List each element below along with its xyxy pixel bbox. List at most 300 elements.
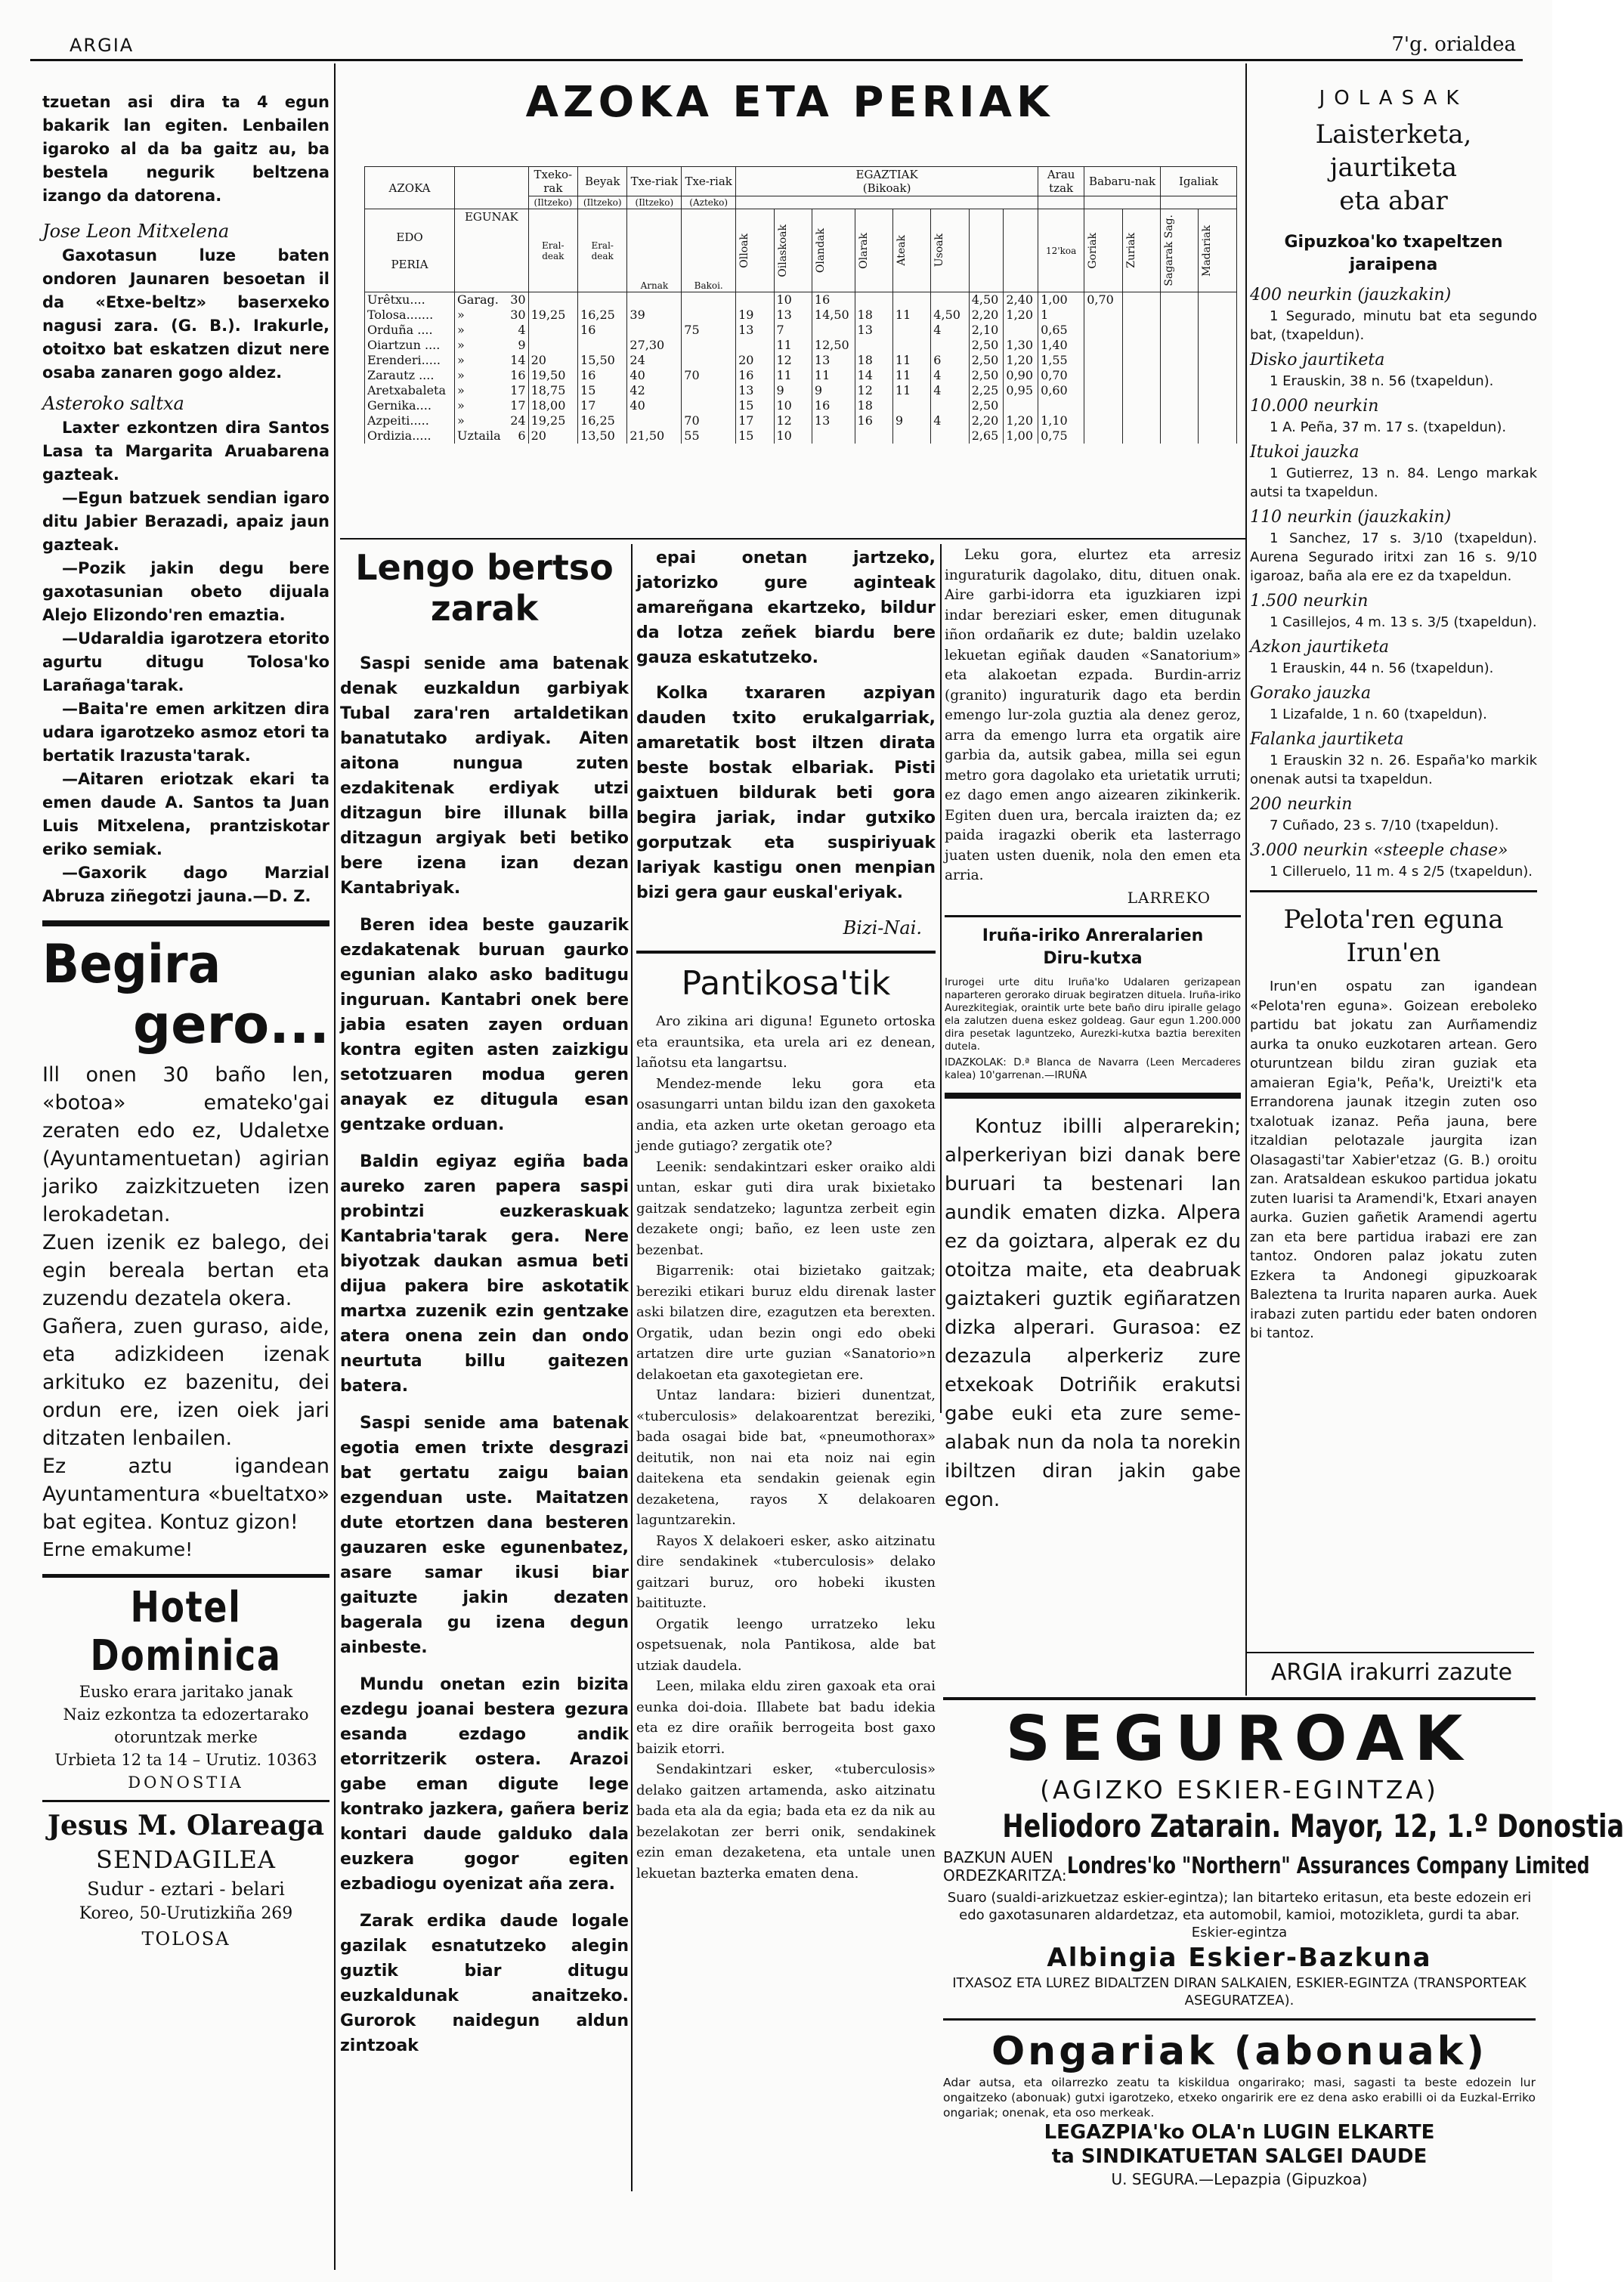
- divider: [943, 2018, 1536, 2021]
- table-cell: [578, 338, 627, 353]
- divider: [945, 1093, 1241, 1099]
- column-rule: [631, 544, 633, 2191]
- table-row: [365, 368, 1237, 383]
- table-cell: [892, 398, 930, 413]
- event-heading: Azkon jaurtiketa: [1250, 638, 1390, 657]
- table-cell: [578, 292, 627, 308]
- table-cell: [682, 308, 736, 323]
- table-cell: [1161, 292, 1199, 308]
- event-heading: 3.000 neurkin «steeple chase»: [1250, 841, 1508, 860]
- table-cell: 24: [627, 353, 682, 368]
- news-item: —Udaraldia igarotzera etorito agurtu ditugu Tolosa'ko Larañaga'tarak.: [42, 629, 329, 694]
- table-cell: 70: [682, 368, 736, 383]
- legazpia-line: LEGAZPIA'ko OLA'n LUGIN ELKARTE: [1044, 2121, 1435, 2144]
- market-place: Orduña ....: [365, 323, 455, 338]
- table-cell: 10: [774, 428, 812, 444]
- table-cell: [682, 353, 736, 368]
- table-cell: [682, 383, 736, 398]
- gip-heading: Gipuzkoa'ko txapeltzen jaraipena: [1284, 233, 1503, 274]
- table-cell: 17: [578, 398, 627, 413]
- column-5: [1250, 85, 1537, 1702]
- table-cell: 2,50: [969, 353, 1004, 368]
- begira-body: Zuen izenik ez balego, dei egin bereala bertan eta zuzendu dezatela okera.: [42, 1231, 329, 1310]
- table-cell: 0,95: [1004, 383, 1038, 398]
- table-cell: [812, 323, 855, 338]
- table-cell: 4: [931, 413, 969, 428]
- table-cell: [1161, 338, 1199, 353]
- table-cell: 55: [682, 428, 736, 444]
- pantikosa-paragraph: Bigarrenik: otai bizietako gaitzak; bereziki etikari buruz eldu direnak laster aski bilatzen dire, ezagutzen eta berexten. Orgatik, udan bezin ongi edo obeki artatzen dire urte guzian «Sanatorio»n delakoetan eta gaxotegietan ere.: [636, 1263, 936, 1383]
- table-cell: 13: [736, 323, 774, 338]
- table-cell: [627, 292, 682, 308]
- company-name: Londres'ko "Northern" Assurances Company Limited: [1066, 1853, 1590, 1879]
- market-day: » 17: [455, 398, 529, 413]
- col-header: Txe-riak: [682, 167, 736, 196]
- ongariak-title: Ongariak (abonuak): [991, 2029, 1488, 2074]
- table-cell: [1084, 308, 1122, 323]
- table-cell: [528, 338, 577, 353]
- table-cell: 18,75: [528, 383, 577, 398]
- begira-body: Gañera, zuen guraso, aide, eta adizkideen izenak arkituko ez bazenitu, dei ordun ere, izen oiek jari ditzaten lenbailen.: [42, 1315, 329, 1450]
- ad-top-rule: [943, 1697, 1536, 1700]
- table-cell: 20: [528, 428, 577, 444]
- pantikosa-paragraph: Untaz landara: bizieri dunentzat, «tuberculosis» delakoarentzat bereziki, bada osagai bide bat, «pneumothorax» deitutik, non nai eta noiz nai egin daitekena eta sendakin geienak egin dezaketena, rayos X delakoaren laguntzarekin.: [636, 1387, 936, 1528]
- doctor-line: Sudur - eztari - belari: [87, 1878, 285, 1900]
- seguroak-desc: Suaro (sualdi-arizkuetzaz eskier-egintza); lan bitarteko eritasun, eta beste edozein eri edo gaxotasunaren aldardetzaz, eta automobil, kamioi, motozikleta, gurdi ta abar. Eskier-egintza: [947, 1890, 1532, 1940]
- poem-stanza: Beren idea beste gauzarik ezdakatenak buruan gaurko egunian alako asko baditugu inguruan. Kantabri onek bere jabia esaten zayen orduan kontra egiten asten zaizkigu setotzuaren modua geren anayak ez ditugula esan gentzake orduan.: [340, 916, 629, 1134]
- kutxa-body: Irurogei urte ditu Iruña'ko Udalaren gerizapean naparteren gerorako diruak begiratzen dituela. Iruña-iriko Aurezkitegiak, oraintik urte bete baño diru ipiralle gelago ela zalutzen duena eskez goldeag. Gaur egun 1.200.000 dira pesetak laguntzeko, Aurezki-kutxa baztia berexiten dutela.: [945, 976, 1241, 1053]
- table-cell: 0,60: [1038, 383, 1084, 398]
- poem-stanza: Zarak erdika daude logale gazilak esnatutzeko alegin guztik biar ditugu euzkaldunak anaitzeko. Gurorok naidegun aldun zintzoak: [340, 1912, 629, 2055]
- table-cell: [627, 413, 682, 428]
- kutxa-title-2: Diru-kutxa: [1043, 948, 1143, 968]
- table-cell: 39: [627, 308, 682, 323]
- doctor-name: Jesus M. Olareaga: [47, 1810, 325, 1841]
- event-heading: Itukoi jauzka: [1250, 443, 1360, 462]
- col-header: EGAZTIAK (Bikoak): [736, 167, 1038, 196]
- table-cell: 16,25: [578, 308, 627, 323]
- event-result: 1 Casillejos, 4 m. 13 s. 3/5 (txapeldun).: [1270, 614, 1537, 630]
- market-place: Tolosa.......: [365, 308, 455, 323]
- event-heading: Falanka jaurtiketa: [1250, 730, 1404, 749]
- article-signature: LARREKO: [1127, 888, 1211, 907]
- table-cell: 6: [931, 353, 969, 368]
- col-header: Igaliak: [1161, 167, 1237, 196]
- table-cell: [931, 338, 969, 353]
- table-cell: [1122, 308, 1160, 323]
- table-cell: [931, 398, 969, 413]
- table-cell: [1122, 323, 1160, 338]
- albingia-desc: ITXASOZ ETA LUREZ BIDALTZEN DIRAN SALKAIEN, ESKIER-EGINTZA (TRANSPORTEAK ASEGURATZEA).: [952, 1975, 1527, 2008]
- event-heading: Disko jaurtiketa: [1250, 351, 1385, 370]
- table-row: [365, 413, 1237, 428]
- news-item: —Pozik jakin degu bere gaxotasunian obeto dijuala Alejo Elizondo'ren emaztia.: [42, 559, 329, 624]
- article-heading: Asteroko saltxa: [42, 393, 184, 414]
- market-place: Ordizia.....: [365, 428, 455, 444]
- table-cell: [1084, 398, 1122, 413]
- table-cell: 10: [774, 398, 812, 413]
- column-rule: [940, 544, 942, 1413]
- col-header: AZOKA: [365, 167, 455, 209]
- kutxa-title: Iruña-iriko Anreralarien: [982, 926, 1204, 945]
- pantikosa-paragraph: Mendez-mende leku gora eta osasungarri untan bildu izan den gaxoketa andia, eta azken urte oketan geroago eta jende gutiago? zergatik ote?: [636, 1075, 936, 1154]
- table-cell: 42: [627, 383, 682, 398]
- table-cell: [1084, 353, 1122, 368]
- column-2: [340, 546, 629, 2268]
- table-cell: [1161, 323, 1199, 338]
- table-cell: 11: [812, 368, 855, 383]
- market-day: » 24: [455, 413, 529, 428]
- table-cell: [1084, 368, 1122, 383]
- table-cell: 1,10: [1038, 413, 1084, 428]
- table-cell: 0,70: [1084, 292, 1122, 308]
- table-cell: 2,50: [969, 368, 1004, 383]
- table-cell: 40: [627, 368, 682, 383]
- table-cell: [1122, 368, 1160, 383]
- pantikosa-paragraph: Rayos X delakoeri esker, asko aitzinatu dire sendakinek «tuberculosis» delako gaitzari buruz, oro hobeki ikusten baitituzte.: [636, 1532, 936, 1611]
- jolasak-subtitle-2: eta abar: [1339, 186, 1448, 216]
- table-cell: [1004, 398, 1038, 413]
- sport-events: [1250, 284, 1537, 881]
- table-cell: [1161, 428, 1199, 444]
- event-result: 1 A. Peña, 37 m. 17 s. (txapeldun).: [1270, 419, 1507, 435]
- table-cell: 18: [855, 398, 892, 413]
- table-cell: [931, 428, 969, 444]
- table-cell: [682, 338, 736, 353]
- table-cell: 1,40: [1038, 338, 1084, 353]
- news-item: —Aitaren eriotzak ekari ta emen daude A. Santos ta Juan Luis Mitxelena, prantziskotar eriko semiak.: [42, 770, 329, 858]
- news-item: —Egun batzuek sendian igaro ditu Jabier Berazadi, apaiz jaun gazteak.: [42, 489, 329, 554]
- table-cell: 2,25: [969, 383, 1004, 398]
- table-cell: 16: [812, 292, 855, 308]
- table-cell: [892, 292, 930, 308]
- pelota-title: Pelota'ren eguna: [1283, 904, 1504, 935]
- table-cell: [1122, 353, 1160, 368]
- table-cell: 2,50: [969, 338, 1004, 353]
- table-cell: 13: [774, 308, 812, 323]
- epai-stanzas: [636, 546, 936, 905]
- event-result: 1 Erauskin, 38 n. 56 (txapeldun).: [1270, 373, 1494, 389]
- table-cell: 4: [931, 323, 969, 338]
- lengo-title: Lengo bertso: [355, 547, 614, 588]
- table-cell: [892, 323, 930, 338]
- table-cell: [812, 428, 855, 444]
- table-row: [365, 323, 1237, 338]
- event-result: 1 Erauskin, 44 n. 56 (txapeldun).: [1270, 660, 1494, 676]
- article-body: Gaxotasun luze baten ondoren Jaunaren besoetan il da «Etxe-beltz» baserxeko nagusi zara. (G. B.). Irakurle, otoitxo bat eskatzen dizut nere osaba zanaren gogo aldez.: [42, 246, 329, 382]
- table-cell: [892, 338, 930, 353]
- market-place: Zarautz ....: [365, 368, 455, 383]
- table-cell: 13: [855, 323, 892, 338]
- table-cell: 1,00: [1038, 292, 1084, 308]
- event-heading: 400 neurkin (jauzkakin): [1250, 286, 1452, 305]
- table-cell: 70: [682, 413, 736, 428]
- poem-stanza: Mundu onetan ezin bizita ezdegu joanai besterа gezura esanda ezdago andik etorritzerik ostera. Arazoi gabe eman digute lege kontrako jazkera, gañera beriz kontari daude galduko dala euzkera gogor egiten ezbadiogu oyenizat aña zera.: [340, 1675, 629, 1894]
- table-cell: [892, 428, 930, 444]
- divider: [636, 951, 936, 954]
- table-cell: 13: [736, 383, 774, 398]
- event-heading: 10.000 neurkin: [1250, 397, 1379, 416]
- jolasak-subtitle: Laisterketa, jaurtiketa: [1315, 119, 1472, 183]
- table-cell: [1199, 383, 1237, 398]
- divider: [945, 915, 1241, 917]
- table-cell: 1,20: [1004, 353, 1038, 368]
- market-table-grid: AZOKA Txeko-rak Beyak Txe-riak Txe-riak EGAZTIAK (Bikoak) Arau tzak Babaru-nak Igaliak (Iltzeko) (Iltzeko) (Iltzeko) (Azteko) EDO PERIA EGUNAK Eral-deak Eral-deak Arnak Bakoi. Olloak Oilaskoak Olandak Olarak Ateak Usoak 12'koa Goriak Zuriak Sagarak Sag. Madariak Urêtxu.... Garag. 30 10 16 4,50 2,40 1,00 0,70 Tolosa....... » 30 19,25 16,25 39 19 13 14,50 18 11 4,50 2,20 1,20 1 Orduña .... » 4 16 75 13 7 13 4 2,10 0,65 Oiartzun .... » 9 27,30 11 12,50 2,50 1,30 1,40 Erenderi..... » 14 20 15,50 24 20 12 13 18 11 6 2,50 1,20 1,55 Zarautz .... » 16 19,50 16 40 70 16 11 11 14 11 4 2,50 0,90 0,70 Aretxabaleta » 17 18,75 15 42 13 9 9 12 11 4 2,25 0,95 0,60 Gernika.... » 17 18,00 17 40 15 10 16 18 2,50 Azpeiti..... » 24 19,25 16,25 70 17 12 13 16 9 4 2,20 1,20 1,10 Ordizia..... Uztaila 6 20 13,50 21,50 55 15 10 2,65 1,00 0,75: [364, 166, 1237, 444]
- azoka-title: AZOKA ETA PERIAK: [525, 78, 1054, 127]
- pelota-body: Irun'en ospatu zan igandean «Pelota'ren eguna». Goizean ereboleko partidu bat jokatu zan Aurñamendiz aurka ta onuko euzkotaren artean. Gero oturuntzean bildu ziran guziak eta amaieran Egia'k, Peña'k, Ureizti'k eta Errandorena jaunak itzegin zuten oso txalotuak izanaz. Peña jauna, bere itzaldian pelotazale jaurgita izan Olasagasti'tar Xabier'etzaz (G. B.) oroitu zan. Aratsaldean eskukoo partidua jokatu zuten Iuarisi ta Aramendi'k, Etxari anayen aurka. Guzien gañetik Aramendi agertu zan eta bere partidua irabazi ere zan tantoz. Ondoren palaz jokatu zuten Ezkera ta Andonegi gipuzkoarak Baleztena ta Irurita naparen aurka. Auek irabazi zuten partidu eder baten ondoren bi tantoz.: [1250, 979, 1537, 1341]
- page-number: 7'g. orialdea: [1391, 33, 1516, 56]
- table-cell: [736, 338, 774, 353]
- col-header: Txeko-rak: [528, 167, 577, 196]
- lengo-title-2: zarak: [430, 588, 539, 629]
- ongariak-desc: Adar autsa, eta oilarrezko zeatu ta kiskildua ongarirako; masi, sagasti ta beste edozein lur ongaitzeko (abonuak) gutxi igarotzeko, etxeko ongaririk ere ez dena asko erabilli oi da Euzkal-Erriko ongariak; onenak, eta oso merkeak.: [943, 2076, 1536, 2120]
- table-cell: [1084, 323, 1122, 338]
- table-cell: [1122, 292, 1160, 308]
- table-cell: 10: [774, 292, 812, 308]
- table-row: [365, 428, 1237, 444]
- table-cell: 1: [1038, 308, 1084, 323]
- table-cell: 13: [812, 353, 855, 368]
- event-result: 1 Sanchez, 17 s. 3/10 (txapeldun). Aurena Segurado iritxi zan 16 s. 9/10 igaroaz, baña ala ere ez da txapeldun.: [1250, 530, 1537, 584]
- table-cell: 16: [812, 398, 855, 413]
- table-cell: 19: [736, 308, 774, 323]
- market-place: Urêtxu....: [365, 292, 455, 308]
- table-cell: 11: [892, 353, 930, 368]
- market-day: » 4: [455, 323, 529, 338]
- table-cell: [1122, 428, 1160, 444]
- bazkun-row: [943, 1848, 1590, 1885]
- table-cell: 12: [855, 383, 892, 398]
- table-cell: 9: [812, 383, 855, 398]
- table-cell: 27,30: [627, 338, 682, 353]
- table-cell: 15: [578, 383, 627, 398]
- segura-line: U. SEGURA.—Lepazpia (Gipuzkoa): [1111, 2170, 1368, 2188]
- table-cell: [1038, 398, 1084, 413]
- table-row: [365, 308, 1237, 323]
- pantikosa-paragraph: Orgatik leengo urratzeko leku ospetsuenak, nola Pantikosa, alde bat utziak daudela.: [636, 1616, 936, 1674]
- seguroak-title: SEGUROAK: [1005, 1703, 1474, 1775]
- market-place: Gernika....: [365, 398, 455, 413]
- event-heading: Gorako jauzka: [1250, 684, 1372, 703]
- table-cell: 2,40: [1004, 292, 1038, 308]
- table-cell: 9: [892, 413, 930, 428]
- section-rule: [1247, 1652, 1534, 1653]
- table-cell: [1199, 368, 1237, 383]
- market-day: » 17: [455, 383, 529, 398]
- table-cell: [1084, 428, 1122, 444]
- table-cell: 1,55: [1038, 353, 1084, 368]
- pelota-title-2: Irun'en: [1346, 938, 1441, 968]
- sindikatu-line: ta SINDIKATUETAN SALGEI DAUDE: [1051, 2145, 1428, 2168]
- column-rule: [334, 63, 336, 2270]
- begira-title: Begira: [42, 933, 221, 995]
- pantikosa-body: [636, 1011, 936, 1884]
- table-cell: 14: [855, 368, 892, 383]
- col-header: Txe-riak: [627, 167, 682, 196]
- table-cell: 16: [578, 368, 627, 383]
- begira-body: Ez aztu igandean Ayuntamentura «bueltatxo» bat egitea. Kontuz gizon!: [42, 1455, 329, 1534]
- table-cell: 2,10: [969, 323, 1004, 338]
- table-cell: 9: [774, 383, 812, 398]
- column-4: [945, 546, 1241, 1671]
- table-cell: 4,50: [969, 292, 1004, 308]
- table-cell: [1122, 398, 1160, 413]
- table-cell: [627, 323, 682, 338]
- agent-address: Heliodoro Zatarain. Mayor, 12, 1.º Donostia: [1002, 1807, 1624, 1844]
- article-heading: Jose Leon Mitxelena: [42, 221, 230, 242]
- col-header: Beyak: [578, 167, 627, 196]
- market-day: Garag. 30: [455, 292, 529, 308]
- table-cell: [1199, 353, 1237, 368]
- table-cell: [1161, 413, 1199, 428]
- table-cell: 15,50: [578, 353, 627, 368]
- table-cell: [1199, 428, 1237, 444]
- market-day: » 9: [455, 338, 529, 353]
- market-day: » 30: [455, 308, 529, 323]
- table-cell: 4,50: [931, 308, 969, 323]
- paper-name: ARGIA: [70, 35, 135, 56]
- event-result: 7 Cuñado, 23 s. 7/10 (txapeldun).: [1270, 818, 1499, 833]
- col-header: [455, 167, 529, 209]
- table-cell: [1161, 368, 1199, 383]
- divider: [1250, 890, 1537, 892]
- event-result: 1 Lizafalde, 1 n. 60 (txapeldun).: [1270, 707, 1487, 722]
- event-heading: 200 neurkin: [1250, 795, 1353, 814]
- table-cell: [1199, 308, 1237, 323]
- market-day: » 14: [455, 353, 529, 368]
- column-1: [42, 91, 329, 2267]
- pantikosa-paragraph: Leen, milaka eldu ziren gaxoak eta orai eunka doi-doia. Illabete bat badu idekia eta ez dire orañik berrogeita bost gaxo baizik etorri.: [636, 1678, 936, 1757]
- event-result: 1 Cilleruelo, 11 m. 4 s 2/5 (txapeldun).: [1270, 864, 1533, 880]
- table-cell: 11: [892, 368, 930, 383]
- market-table-body: [365, 292, 1237, 444]
- market-place: Oiartzun ....: [365, 338, 455, 353]
- bazkun-label: BAZKUN AUEN ORDEZKARITZA:: [943, 1848, 1067, 1885]
- table-cell: [931, 292, 969, 308]
- table-cell: [1199, 292, 1237, 308]
- divider: [42, 1800, 329, 1802]
- table-cell: [682, 398, 736, 413]
- table-row: [365, 338, 1237, 353]
- table-cell: [1122, 383, 1160, 398]
- table-cell: 13: [812, 413, 855, 428]
- table-cell: 15: [736, 428, 774, 444]
- lengo-stanzas: [340, 651, 629, 2058]
- table-cell: 40: [627, 398, 682, 413]
- doctor-line: Koreo, 50-Urutizkiña 269: [79, 1904, 293, 1923]
- poem-signature: Bizi-Nai.: [843, 917, 922, 938]
- table-cell: 19,25: [528, 413, 577, 428]
- table-cell: 2,65: [969, 428, 1004, 444]
- table-cell: 16: [855, 413, 892, 428]
- table-cell: 20: [528, 353, 577, 368]
- hotel-line: Naiz ezkontza ta edozertarako otoruntzak merke: [63, 1705, 309, 1746]
- kontuz-article: Kontuz ibilli alperarekin; alperkeriyan bizi danak bere buruari ta bestenari lan aundik ematen dizka. Alpera ez da goiztara, alperak ez du otoitza maite, eta deabruak gaiztakeri guztik egiñaratzen dizka alperari. Gurasoa: ez dezazula alperkeriz zure etxekoak Dotriñik erakutsi gabe euki eta zure seme-alabak nun da nola ta norekin ibiltzen diran jakin gabe egon.: [945, 1115, 1241, 1511]
- begira-body: Erne emakume!: [42, 1538, 193, 1560]
- poem-stanza: epai onetan jartzeko, jatorizko gure aginteak amareñgana ekartzeko, bildur da lotza zeñek biardu bere gauza eskatutzeko.: [636, 549, 936, 667]
- kutxa-address: IDAZKOLAK: D.ª Blanca de Navarra (Leen Mercaderes kalea) 10'garrenan.—IRUÑA: [945, 1056, 1241, 1081]
- poem-stanza: Kolka txararen azpiyan dauden txito erukalgarriak, amaretatik bost iltzen dirata beste bostak elbariak. Pisti gaixtuen bildurak beti gora begira jariak, indar gutxiko gorputzak eta suspiriyuak lariyak kastigu onen menpian bizi gera gaur euskal'eriyak.: [636, 684, 936, 902]
- hotel-name: Hotel Dominica: [90, 1583, 282, 1681]
- event-result: 1 Segurado, minutu bat eta segundo bat, (txapeldun).: [1250, 308, 1537, 343]
- market-place: Erenderi.....: [365, 353, 455, 368]
- column-3: [636, 546, 936, 2268]
- divider: [42, 914, 329, 926]
- argia-promo: ARGIA irakurri zazute: [1270, 1659, 1513, 1686]
- table-cell: 2,50: [969, 398, 1004, 413]
- doctor-title: SENDAGILEA: [96, 1845, 276, 1874]
- table-cell: [528, 292, 577, 308]
- market-place: Aretxabaleta: [365, 383, 455, 398]
- table-cell: [1199, 413, 1237, 428]
- table-cell: [855, 428, 892, 444]
- col-header: Arau tzak: [1038, 167, 1084, 196]
- table-cell: 16: [736, 368, 774, 383]
- header-rule: [30, 59, 1523, 61]
- table-cell: 16,25: [578, 413, 627, 428]
- table-cell: [736, 292, 774, 308]
- event-heading: 110 neurkin (jauzkakin): [1250, 508, 1452, 527]
- table-cell: 1,20: [1004, 413, 1038, 428]
- table-cell: [1084, 413, 1122, 428]
- table-cell: 11: [774, 368, 812, 383]
- hotel-line: Urbieta 12 ta 14 – Urutiz. 10363: [54, 1751, 317, 1769]
- pantikosa-paragraph: Aro zikina ari diguna! Eguneto ortoska eta erauntsika, eta urela ari ez denean, lañotsu eta langartsu.: [636, 1013, 936, 1071]
- hotel-line: Eusko erara jaritako janak: [79, 1683, 293, 1701]
- event-heading: 1.500 neurkin: [1250, 592, 1369, 611]
- table-cell: 7: [774, 323, 812, 338]
- table-cell: [682, 292, 736, 308]
- table-cell: [528, 323, 577, 338]
- table-cell: [1084, 383, 1122, 398]
- table-cell: 13,50: [578, 428, 627, 444]
- col-header: Babaru-nak: [1084, 167, 1161, 196]
- table-row: [365, 398, 1237, 413]
- pantikosa-paragraph: Sendakintzari esker, «tuberculosis» delako gaitzen artamenda, asko aitzinatu bada eta ala da egia; bada eta ez da nik au bezelakotan zer berri onik, sendakinek ezin eman dezaketena, eta untale unen lekuetan bazterka ematen dena.: [636, 1761, 936, 1882]
- table-row: [365, 383, 1237, 398]
- table-cell: 19,50: [528, 368, 577, 383]
- seguroak-ad: [943, 1703, 1624, 2264]
- table-row: [365, 292, 1237, 308]
- table-cell: 4: [931, 368, 969, 383]
- begira-title-2: gero...: [133, 994, 329, 1056]
- table-cell: [1122, 338, 1160, 353]
- table-cell: 4: [931, 383, 969, 398]
- table-cell: 12: [774, 353, 812, 368]
- leku-article: Leku gora, elurtez eta arresiz inguraturik dagolako, ditu, dituen onak. Aire garbi-idorra eta iguzkiaren izpi indar bereziari esker, emen ditugunak iñon ordañarik ez dute; baldin uzelako lekuetan egiñak dauden «Sanatorium» eta alakoetan ezpada. Burdin-arriz (granito) inguraturik dago eta berdin emengo lur-zola guztia ala denez geroz, arra da emengo lurra eta orgatik aire garbia da, autsik gabea, milla sei egun metro gora dagolako eta urietatik urruti; ez dago emen ango aizearen zikinkerik. Egiten duen ura, bercala iraizten da; ez paida iragazki oberik eta lasterrago juaten usten duenik, nola den emen eta arria.: [945, 547, 1241, 883]
- hotel-line: DONOSTIA: [128, 1773, 244, 1792]
- table-cell: 2,20: [969, 413, 1004, 428]
- column-rule: [1245, 63, 1247, 1696]
- table-cell: [1161, 308, 1199, 323]
- market-place: Azpeiti.....: [365, 413, 455, 428]
- doctor-line: TOLOSA: [141, 1928, 230, 1950]
- table-cell: [1199, 323, 1237, 338]
- table-cell: 0,70: [1038, 368, 1084, 383]
- table-cell: 12: [774, 413, 812, 428]
- table-cell: 14,50: [812, 308, 855, 323]
- table-cell: 1,20: [1004, 308, 1038, 323]
- article-intro: tzuetan asi dira ta 4 egun bakarik lan egiten. Lenbailen igaroko al da ba gaitz au, ba bestela negurik beltzena izango da datorena.: [42, 93, 329, 205]
- table-cell: 2,20: [969, 308, 1004, 323]
- market-day: Uztaila 6: [455, 428, 529, 444]
- seguroak-subtitle: (AGIZKO ESKIER-EGINTZA): [1040, 1775, 1439, 1804]
- table-cell: 11: [774, 338, 812, 353]
- table-cell: 21,50: [627, 428, 682, 444]
- table-cell: 18: [855, 308, 892, 323]
- section-rule: [340, 538, 1245, 540]
- table-cell: [1161, 383, 1199, 398]
